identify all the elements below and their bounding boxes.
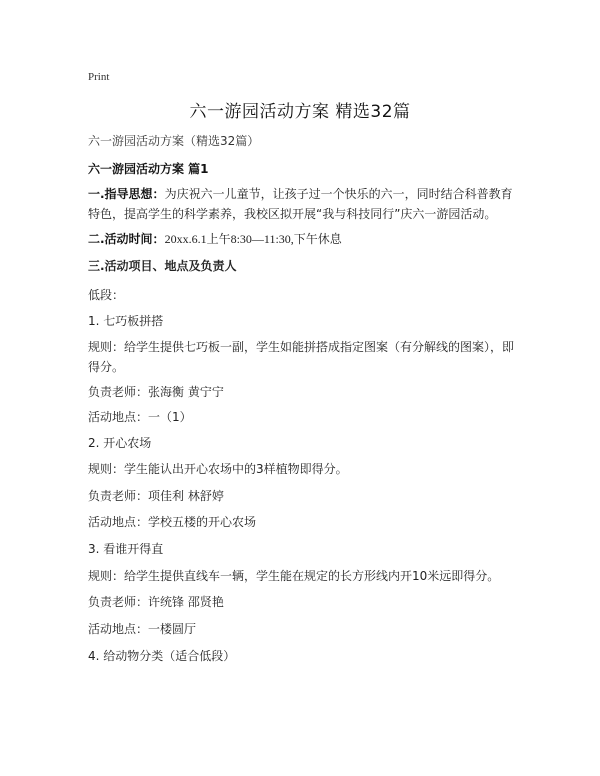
list-item: 负责老师：张海衡 黄宁宁 bbox=[88, 385, 224, 399]
list-item: 规则：给学生提供直线车一辆，学生能在规定的长方形线内开10米远即得分。 bbox=[88, 569, 500, 583]
list-item: 2. 开心农场 bbox=[88, 436, 152, 450]
time-paragraph bbox=[88, 229, 518, 249]
print-label[interactable]: Print bbox=[88, 71, 110, 83]
guiding-label: 一.指导思想： bbox=[88, 187, 165, 201]
subtitle: 六一游园活动方案（精选32篇） bbox=[88, 134, 260, 148]
list-item: 活动地点：一楼圆厅 bbox=[88, 622, 197, 636]
time-label: 二.活动时间： bbox=[88, 232, 165, 246]
time-text: 20xx.6.1上午8:30—11:30,下午休息 bbox=[164, 232, 342, 246]
page-title: 六一游园活动方案 精选32篇 bbox=[189, 102, 411, 122]
section-heading: 六一游园活动方案 篇1 bbox=[88, 162, 209, 176]
list-item: 负责老师：项佳利 林舒婷 bbox=[88, 489, 224, 503]
guiding-paragraph bbox=[88, 184, 518, 224]
guiding-text: 为庆祝六一儿童节，让孩子过一个快乐的六一，同时结合科普教育特色，提高学生的科学素养，我校区拟开展“我与科技同行”庆六一游园活动。 bbox=[88, 187, 513, 221]
list-item: 3. 看谁开得直 bbox=[88, 542, 164, 556]
list-item: 1. 七巧板拼搭 bbox=[88, 314, 164, 328]
list-item: 活动地点：一（1） bbox=[88, 410, 192, 424]
list-item: 低段： bbox=[88, 288, 125, 302]
items-heading: 三.活动项目、地点及负责人 bbox=[88, 259, 237, 273]
list-item: 规则：给学生提供七巧板一副，学生如能拼搭成指定图案（有分解线的图案），即得分。 bbox=[88, 340, 515, 374]
list-item: 活动地点：学校五楼的开心农场 bbox=[88, 515, 257, 529]
list-item: 规则：学生能认出开心农场中的3样植物即得分。 bbox=[88, 462, 348, 476]
list-item: 4. 给动物分类（适合低段） bbox=[88, 649, 236, 663]
list-item: 负责老师：许统锋 邵贤艳 bbox=[88, 595, 224, 609]
